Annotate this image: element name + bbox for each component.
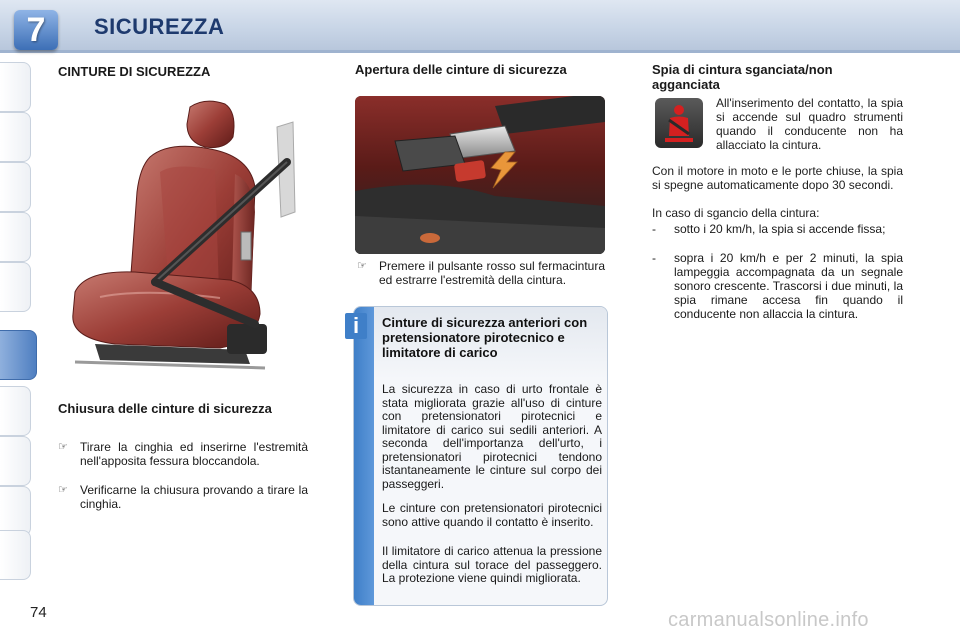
side-tab-active[interactable] — [0, 330, 37, 380]
side-tab[interactable] — [0, 62, 31, 112]
info-box-paragraph-2: Le cinture con pretensionatori pirotecnici sono attive quando il contatto è inserito. — [382, 501, 602, 529]
dash-marker: - — [652, 222, 656, 236]
section-heading-opening: Apertura delle cinture di sicurezza — [355, 62, 567, 77]
side-tab[interactable] — [0, 436, 31, 486]
side-tab[interactable] — [0, 112, 31, 162]
closing-bullet-1: ☞ Tirare la cinghia ed inserirne l'estremità nell'apposita fessura bloccandola. — [58, 440, 308, 468]
warning-lamp-text: All'inserimento del contatto, la spia si accende sul quadro strumenti quando il conducente non ha allacciato la cintura. — [716, 96, 903, 152]
side-tab[interactable] — [0, 530, 31, 580]
warning-para-1: Con il motore in moto e le porte chiuse, la spia si spegne automaticamente dopo 30 secondi. — [652, 164, 903, 192]
info-box-stripe — [354, 307, 374, 605]
info-icon: i — [345, 313, 367, 339]
side-tab[interactable] — [0, 486, 31, 536]
dash-marker: - — [652, 251, 656, 265]
page-number: 74 — [30, 604, 47, 621]
section-heading-closing: Chiusura delle cinture di sicurezza — [58, 401, 272, 416]
warning-list-item-1: - sotto i 20 km/h, la spia si accende fissa; — [652, 222, 886, 236]
section-heading-seatbelts: CINTURE DI SICUREZZA — [58, 64, 211, 79]
side-tabs — [0, 60, 34, 580]
side-tab[interactable] — [0, 212, 31, 262]
info-box-title: Cinture di sicurezza anteriori con pretensionatore pirotecnico e limitatore di carico — [382, 315, 588, 360]
chapter-badge: 7 — [14, 10, 58, 50]
pointing-hand-icon: ☞ — [58, 441, 68, 453]
info-box-pretensioner — [353, 306, 608, 606]
pointing-hand-icon: ☞ — [58, 484, 68, 496]
chapter-title: SICUREZZA — [94, 14, 225, 39]
section-heading-warning-lamp: Spia di cintura sganciata/non agganciata — [652, 62, 833, 92]
side-tab[interactable] — [0, 162, 31, 212]
info-box-paragraph-1: La sicurezza in caso di urto frontale è stata migliorata grazie all'uso di cinture con pretensionatori pirotecnici e limitatore di carico sui sedili anteriori. A seconda dell'importanza dell'urto, i pretensionatori pirotecnici tendono istantaneamente le cinture sul corpo dei passeggeri. — [382, 382, 602, 491]
warning-list-item-2: - sopra i 20 km/h e per 2 minuti, la spia lampeggia accompagnata da un segnale sonoro crescente. Trascorsi i due minuti, la spia rimane accesa fin quando il conducente non allaccia la cintura. — [652, 251, 903, 321]
side-tab[interactable] — [0, 386, 31, 436]
seat-with-belt-illustration — [55, 92, 320, 387]
seatbelt-warning-icon — [655, 98, 703, 148]
side-tab[interactable] — [0, 262, 31, 312]
buckle-release-photo — [355, 96, 605, 254]
opening-bullet: ☞ Premere il pulsante rosso sul fermacintura ed estrarre l'estremità della cintura. — [357, 259, 605, 287]
watermark: carmanualsonline.info — [668, 609, 869, 631]
warning-para-2: In caso di sgancio della cintura: — [652, 206, 820, 220]
closing-bullet-2: ☞ Verificarne la chiusura provando a tirare la cinghia. — [58, 483, 308, 511]
pointing-hand-icon: ☞ — [357, 260, 367, 272]
info-box-paragraph-3: Il limitatore di carico attenua la pressione della cintura sul torace del passeggero. La protezione viene quindi migliorata. — [382, 544, 602, 585]
